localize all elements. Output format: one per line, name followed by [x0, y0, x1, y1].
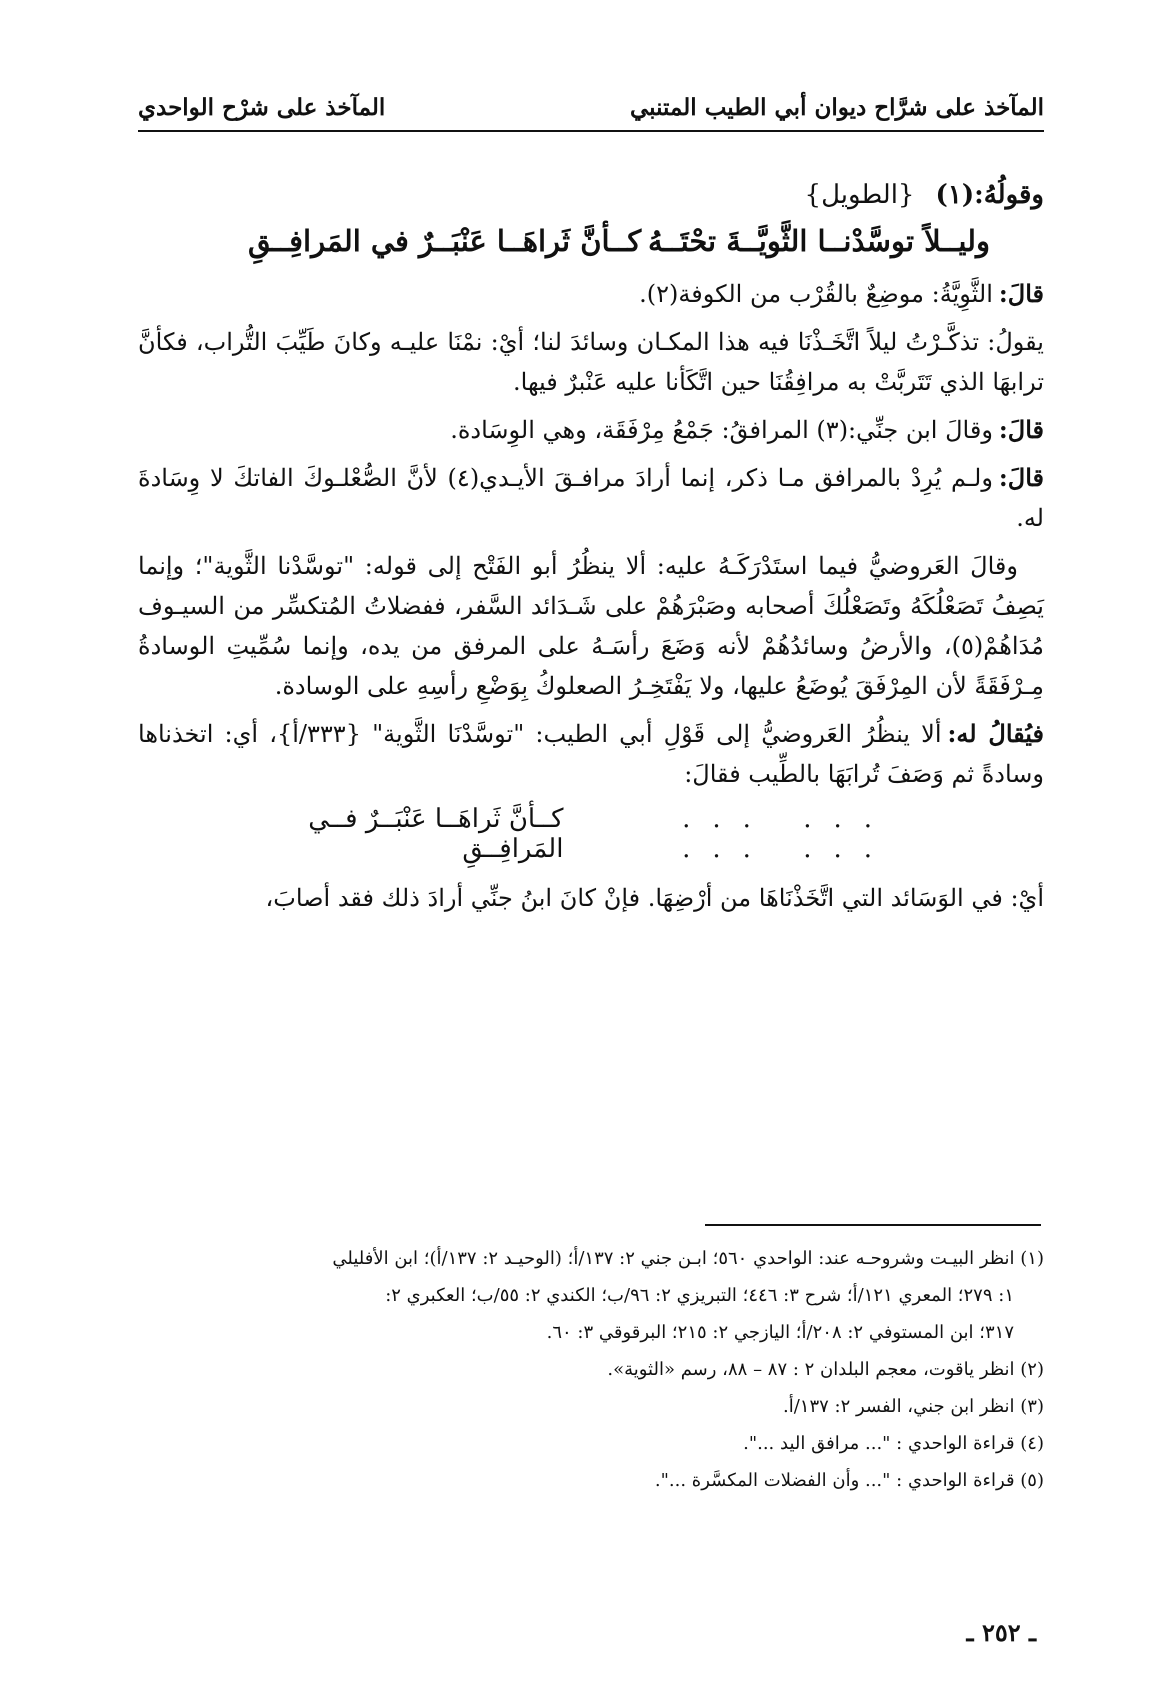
running-header: [138, 86, 1044, 126]
commentary-line: [138, 878, 1044, 918]
main-text: [138, 180, 1044, 926]
footnote: (١) انظر البيـت وشروحـه عند: الواحدي ٥٦٠؛ ابـن جني ٢: ١٣٧/أ؛ (الوحيـد ٢: ١٣٧/أ)؛ ابن الأفليلي: [332, 1248, 1044, 1269]
footnotes: [138, 1242, 1044, 1501]
ellipsis-placeholder: ... ... ... ...: [682, 804, 894, 864]
line-text: ألا ينظُرُ العَروضيُّ إلى قَوْلِ أبي الطيب: "توسَّدْنَا الثَّوية" {٣٣٣/أ}، أي: اتخذناها وسادةً ثم وَصَفَ تُرابَهَا بالطِّيب فقالَ:: [138, 720, 1044, 788]
line-keyword: قالَ:: [998, 415, 1044, 444]
quoted-text: كــأنَّ ثَراهَــا عَنْبَــرٌ فــي المَرافِــقِ: [308, 804, 564, 864]
verse-intro: [138, 180, 1044, 210]
commentary-line: [138, 274, 1044, 314]
verse-hemistich-2: كــأنَّ ثَراهَــا عَنْبَــرٌ في المَرافِــقِ: [248, 224, 642, 258]
commentary-line: [138, 458, 1044, 538]
footnote: (٣) انظر ابن جني، الفسر ٢: ١٣٧/أ.: [783, 1396, 1044, 1417]
commentary-paragraph: [138, 546, 1044, 706]
commentary-line: [138, 410, 1044, 450]
commentary-line: [138, 714, 1044, 794]
line-text: أيْ: في الوَسَائد التي اتَّخَذْنَاهَا من أرْضِهَا. فإنْ كانَ ابنُ جنِّي أرادَ ذلك فقد أصابَ،: [265, 884, 1044, 912]
line-text: ولـم يُرِدْ بالمرافق مـا ذكر، إنما أرادَ مرافـقَ الأيـدي(٤) لأنَّ الصُّعْلـوكَ الفاتكَ لا وِسَادةَ له.: [138, 464, 1044, 532]
verse-hemistich-1: وليــلاً توسَّدْنــا الثَّويَّــةَ تحْتَــهُ: [648, 224, 990, 258]
line-keyword: قالَ:: [998, 279, 1044, 308]
line-text: وقالَ ابن جنِّي:(٣) المرافقُ: جَمْعُ مِرْفَقَة، وهي الوِسَادة.: [450, 416, 993, 444]
line-keyword: فيُقالُ له:: [947, 719, 1045, 748]
footnote: (٥) قراءة الواحدي : "... وأن الفضلات المكسَّرة ...".: [654, 1470, 1044, 1491]
footnote-continuation: ١: ٢٧٩؛ المعري ١٢١/أ؛ شرح ٣: ٤٤٦؛ التبريزي ٢: ٩٦/ب؛ الكندي ٢: ٥٥/ب؛ العكبري ٢:: [385, 1285, 1014, 1306]
footnote-rule: [705, 1224, 1041, 1226]
page-number: ـ ٢٥٢ ـ: [966, 1618, 1036, 1647]
footnote-continuation: ٣١٧؛ ابن المستوفي ٢: ٢٠٨/أ؛ اليازجي ٢: ٢١٥؛ البرقوقي ٣: ٦٠.: [546, 1322, 1014, 1343]
meter-name: {الطويل}: [804, 180, 915, 210]
line-keyword: قالَ:: [998, 463, 1045, 492]
line-text: الثَّوِيَّةُ: موضِعٌ بالقُرْب من الكوفة(٢).: [639, 280, 993, 308]
footnote: (٤) قراءة الواحدي : "... مرافق اليد ...".: [743, 1433, 1044, 1454]
header-book-title: المآخذ على شرَّاح ديوان أبي الطيب المتنبي: [630, 94, 1044, 121]
footnote: (٢) انظر ياقوت، معجم البلدان ٢ : ٨٧ – ٨٨، رسم «الثوية».: [607, 1359, 1044, 1380]
line-text: وقالَ العَروضيُّ فيما استَدْرَكَـهُ عليه: ألا ينظُرُ أبو الفَتْح إلى قوله: "توسَّدْنا الثَّوية"؛ وإنما يَصِفُ تَصَعْلُكَهُ وتَصَعْلُكَ أصحابه وصَبْرَهُمْ على شَـدَائد السَّفر، ففضلاتُ المُتكسِّر من السيـوف مُدَاهُمْ(٥)، والأرضُ وسائدُهُمْ لأنه وَضَعَ رأسَـهُ على المرفق من يده، وإنما سُمِّيتِ الوسادةُ مِـرْفَقَةً لأن المِرْفَقَ يُوضَعُ عليها، ولا يَفْتَخِـرُ الصعلوكُ بِوَضْعِ رأسِهِ على الوسادة.: [138, 552, 1044, 700]
commentary-line: [138, 322, 1044, 402]
quoted-hemistich: [138, 804, 1044, 864]
line-text: يقولُ: تذكَّـرْتُ ليلاً اتَّخَـذْنَا فيه هذا المكـان وسائدَ لنا؛ أيْ: نمْنَا عليـه وكانَ طَيِّبَ التُّراب، فكأنَّ ترابهَا الذي تَتَربَّتْ به مرافِقُنَا حين اتَّكَأنا عليه عَنْبرٌ فيها.: [138, 328, 1044, 396]
intro-label: وقولُهُ:(١): [935, 180, 1044, 210]
poem-verse: [138, 224, 1044, 258]
header-section-title: المآخذ على شرْح الواحدي: [138, 94, 386, 121]
header-rule: [138, 130, 1044, 132]
